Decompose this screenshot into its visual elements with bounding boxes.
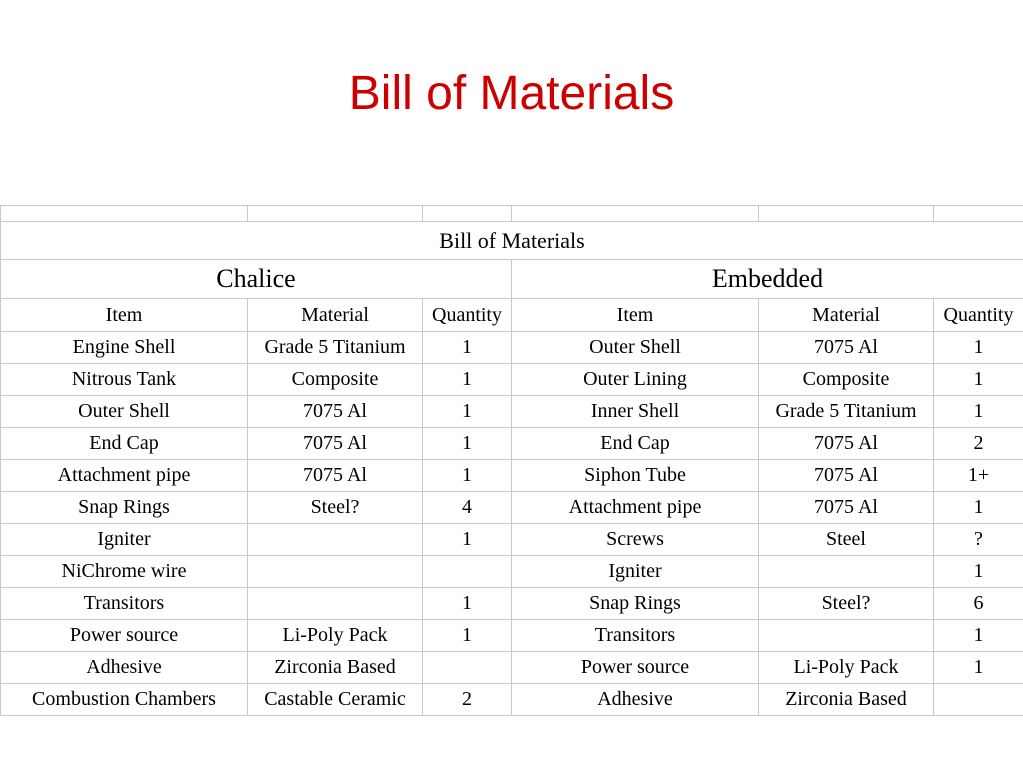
table-row	[1, 588, 1023, 620]
table-cell	[248, 524, 423, 556]
table-cell: 1	[934, 396, 1023, 428]
table-cell: End Cap	[1, 428, 248, 460]
empty-cell	[512, 206, 759, 222]
column-header: Quantity	[423, 299, 512, 332]
table-cell: Inner Shell	[512, 396, 759, 428]
table-cell	[423, 652, 512, 684]
empty-cell	[934, 206, 1023, 222]
column-header: Item	[512, 299, 759, 332]
table-row	[1, 524, 1023, 556]
table-cell: 1	[423, 588, 512, 620]
spacer-row	[1, 206, 1023, 222]
table-cell: 1	[934, 332, 1023, 364]
table-cell: NiChrome wire	[1, 556, 248, 588]
table-cell: Snap Rings	[512, 588, 759, 620]
table-row	[1, 492, 1023, 524]
table-cell: Li-Poly Pack	[759, 652, 934, 684]
page-title: Bill of Materials	[348, 67, 675, 120]
table-cell: 1	[934, 492, 1023, 524]
table-cell: Attachment pipe	[512, 492, 759, 524]
table-cell: 7075 Al	[759, 460, 934, 492]
table-cell: Composite	[759, 364, 934, 396]
table-cell: Adhesive	[512, 684, 759, 716]
table-cell: Transitors	[512, 620, 759, 652]
table-row	[1, 556, 1023, 588]
table-cell: Engine Shell	[1, 332, 248, 364]
table-row	[1, 428, 1023, 460]
column-header: Quantity	[934, 299, 1023, 332]
table-cell: Adhesive	[1, 652, 248, 684]
table-cell: 1	[423, 396, 512, 428]
table-row	[1, 460, 1023, 492]
table-cell: Outer Shell	[1, 396, 248, 428]
table-row	[1, 652, 1023, 684]
group-header-embedded: Embedded	[512, 260, 1023, 299]
table-cell: Steel?	[248, 492, 423, 524]
table-cell: 1	[934, 620, 1023, 652]
table-cell: 2	[423, 684, 512, 716]
table-cell: Siphon Tube	[512, 460, 759, 492]
table-cell: 7075 Al	[759, 492, 934, 524]
table-cell: Transitors	[1, 588, 248, 620]
table-cell: 1	[423, 332, 512, 364]
table-cell: Attachment pipe	[1, 460, 248, 492]
table-cell: 1	[934, 364, 1023, 396]
table-cell: Power source	[512, 652, 759, 684]
table-cell: 7075 Al	[759, 332, 934, 364]
table-cell: 1	[934, 652, 1023, 684]
table-cell: Composite	[248, 364, 423, 396]
table-cell: 1	[934, 556, 1023, 588]
table-cell	[423, 556, 512, 588]
table-cell: Combustion Chambers	[1, 684, 248, 716]
empty-cell	[1, 206, 248, 222]
table-cell: Igniter	[1, 524, 248, 556]
table-cell: ?	[934, 524, 1023, 556]
table-row	[1, 620, 1023, 652]
table-cell: Zirconia Based	[248, 652, 423, 684]
table-cell: Grade 5 Titanium	[759, 396, 934, 428]
table-row	[1, 364, 1023, 396]
table-cell: 7075 Al	[248, 428, 423, 460]
caption-row	[1, 222, 1023, 260]
table-cell: 7075 Al	[248, 460, 423, 492]
table-cell	[934, 684, 1023, 716]
table-cell: 1	[423, 620, 512, 652]
column-header: Material	[759, 299, 934, 332]
table-cell	[248, 588, 423, 620]
table-cell: Outer Shell	[512, 332, 759, 364]
table-cell: Steel?	[759, 588, 934, 620]
table-cell	[248, 556, 423, 588]
table-cell: 2	[934, 428, 1023, 460]
table-cell	[759, 556, 934, 588]
table-cell: 7075 Al	[248, 396, 423, 428]
table-cell: 6	[934, 588, 1023, 620]
table-cell: Outer Lining	[512, 364, 759, 396]
table-cell	[759, 620, 934, 652]
group-header-chalice: Chalice	[1, 260, 512, 299]
table-caption: Bill of Materials	[1, 222, 1023, 260]
table-cell: Castable Ceramic	[248, 684, 423, 716]
table-cell: Snap Rings	[1, 492, 248, 524]
column-header: Item	[1, 299, 248, 332]
table-cell: Li-Poly Pack	[248, 620, 423, 652]
table-cell: 1	[423, 428, 512, 460]
table-cell: 7075 Al	[759, 428, 934, 460]
column-header-row	[1, 299, 1023, 332]
table-cell: 1	[423, 524, 512, 556]
table-cell: End Cap	[512, 428, 759, 460]
group-row	[1, 260, 1023, 299]
table-row	[1, 684, 1023, 716]
table-cell: Grade 5 Titanium	[248, 332, 423, 364]
empty-cell	[248, 206, 423, 222]
empty-cell	[759, 206, 934, 222]
table-row	[1, 332, 1023, 364]
table-cell: Screws	[512, 524, 759, 556]
table-cell: Power source	[1, 620, 248, 652]
table-cell: 1+	[934, 460, 1023, 492]
table-cell: Steel	[759, 524, 934, 556]
table-row	[1, 396, 1023, 428]
table-cell: 1	[423, 364, 512, 396]
table-cell: Nitrous Tank	[1, 364, 248, 396]
bill-of-materials-table	[0, 205, 1023, 716]
table-cell: 4	[423, 492, 512, 524]
table-cell: Igniter	[512, 556, 759, 588]
table-cell: 1	[423, 460, 512, 492]
column-header: Material	[248, 299, 423, 332]
empty-cell	[423, 206, 512, 222]
table-cell: Zirconia Based	[759, 684, 934, 716]
